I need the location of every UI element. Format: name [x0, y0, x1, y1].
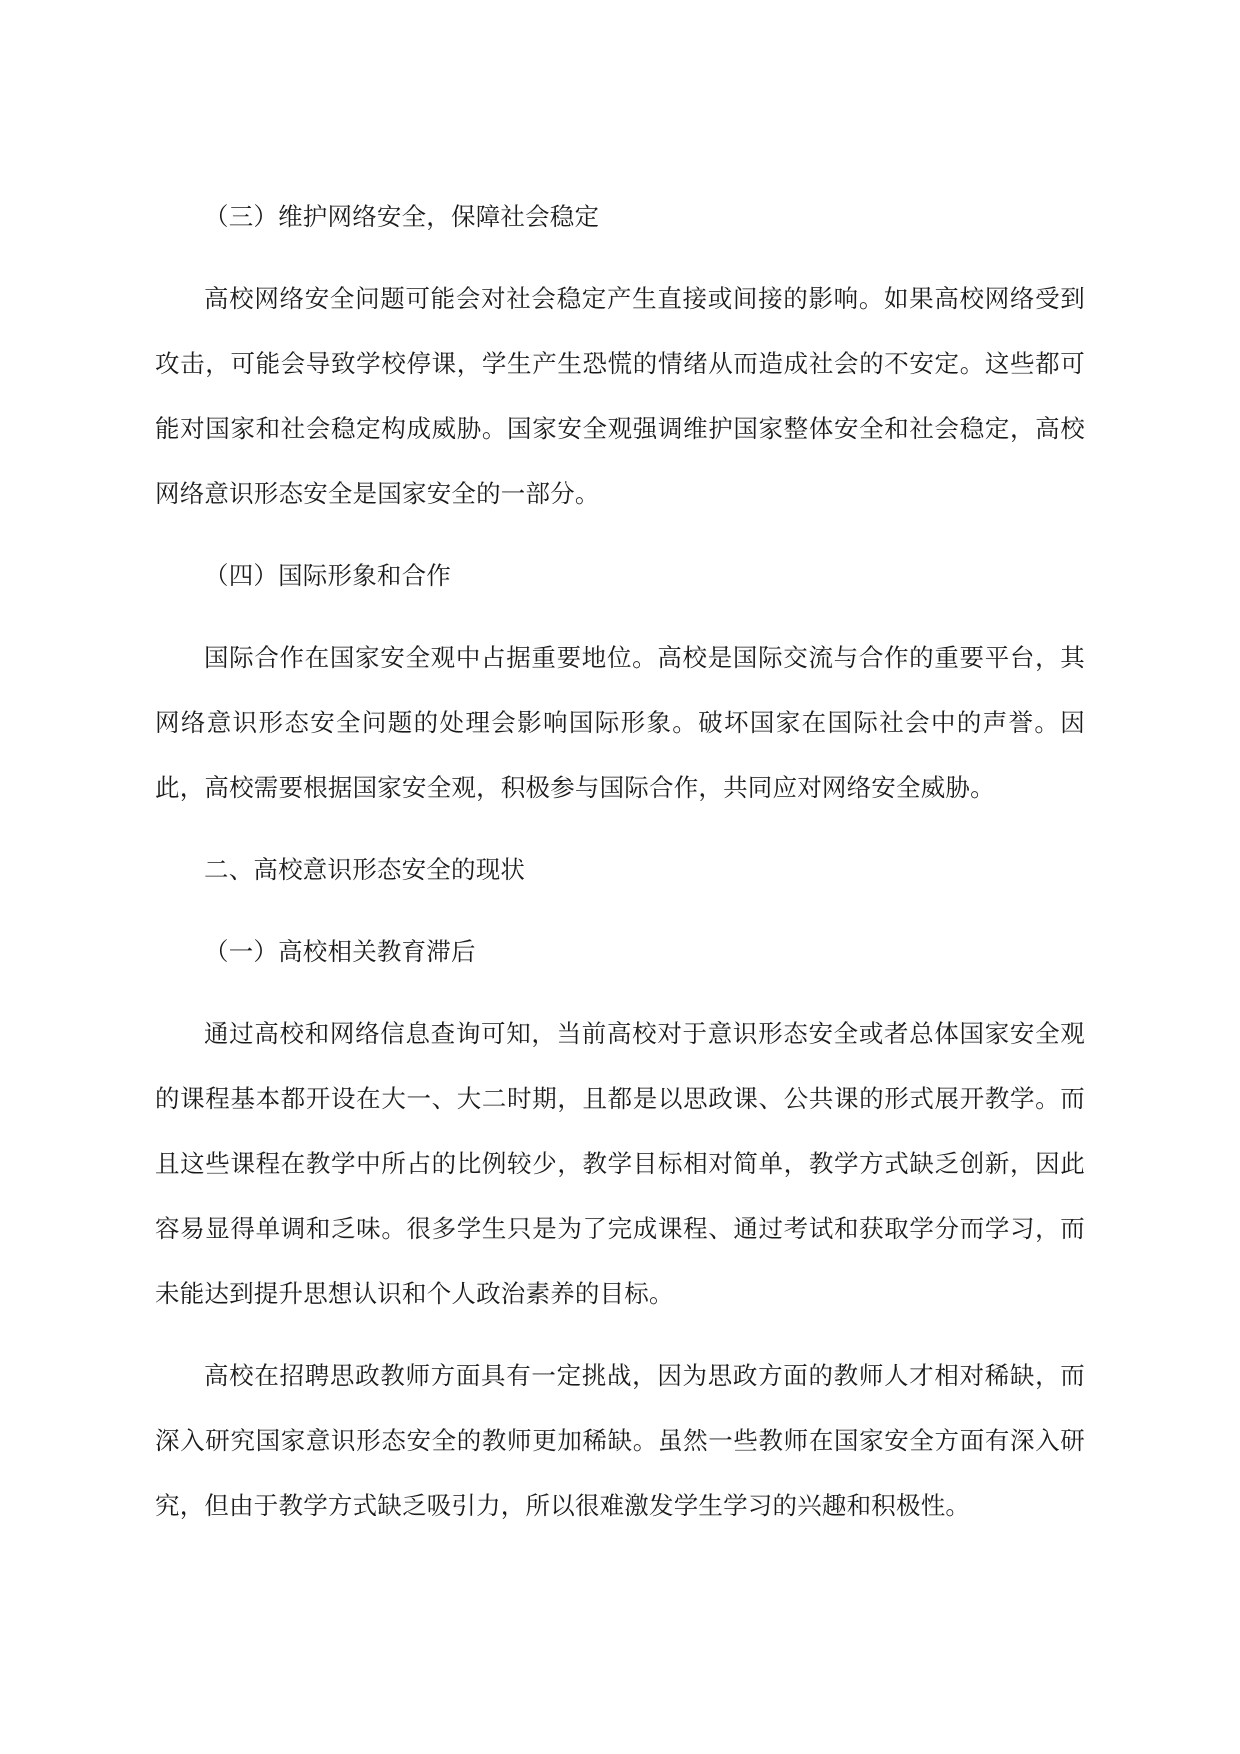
paragraph: 高校在招聘思政教师方面具有一定挑战，因为思政方面的教师人才相对稀缺，而深入研究国家意识形态安全的教师更加稀缺。虽然一些教师在国家安全方面有深入研究，但由于教学方式缺乏吸引力，所以很难激发学生学习的兴趣和积极性。 [155, 1361, 1085, 1520]
section-heading-4: （四）国际形象和合作 [204, 561, 451, 590]
section-heading-3: （三）维护网络安全，保障社会稳定 [204, 202, 600, 231]
paragraph: 高校网络安全问题可能会对社会稳定产生直接或间接的影响。如果高校网络受到攻击，可能会导致学校停课，学生产生恐慌的情绪从而造成社会的不安定。这些都可能对国家和社会稳定构成威胁。国家安全观强调维护国家整体安全和社会稳定，高校网络意识形态安全是国家安全的一部分。 [155, 284, 1085, 508]
paragraph: 国际合作在国家安全观中占据重要地位。高校是国际交流与合作的重要平台，其网络意识形态安全问题的处理会影响国际形象。破坏国家在国际社会中的声誉。因此，高校需要根据国家安全观，积极参与国际合作，共同应对网络安全威胁。 [155, 643, 1085, 802]
paragraph: 通过高校和网络信息查询可知，当前高校对于意识形态安全或者总体国家安全观的课程基本都开设在大一、大二时期，且都是以思政课、公共课的形式展开教学。而且这些课程在教学中所占的比例较少，教学目标相对简单，教学方式缺乏创新，因此容易显得单调和乏味。很多学生只是为了完成课程、通过考试和获取学分而学习，而未能达到提升思想认识和个人政治素养的目标。 [155, 1019, 1085, 1308]
section-heading-1: （一）高校相关教育滞后 [204, 937, 476, 966]
chapter-heading-2: 二、高校意识形态安全的现状 [204, 855, 526, 884]
document-body [155, 184, 1085, 1555]
